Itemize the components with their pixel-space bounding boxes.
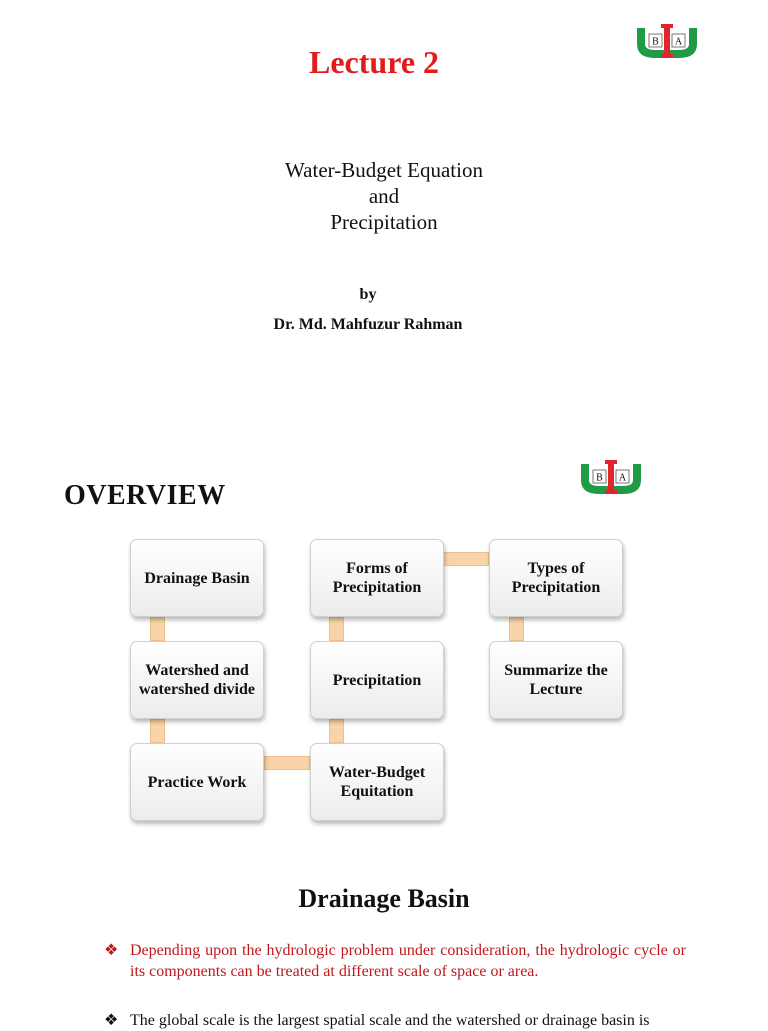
logo-letter-b: B bbox=[596, 472, 603, 484]
bullet-item bbox=[104, 940, 686, 982]
connector bbox=[150, 617, 165, 641]
overview-item-forms-of-precipitation: Forms of Precipitation bbox=[310, 539, 444, 617]
overview-item-watershed: Watershed and watershed divide bbox=[130, 641, 264, 719]
bullet-item bbox=[104, 1010, 686, 1031]
bullet-text: The global scale is the largest spatial scale and the watershed or drainage basin is bbox=[130, 1012, 650, 1029]
connector bbox=[329, 617, 344, 641]
lecture-title: Lecture 2 bbox=[308, 44, 440, 80]
logo-letter-a: A bbox=[618, 472, 627, 484]
diamond-bullet-icon: ❖ bbox=[104, 942, 119, 959]
author-name: Dr. Md. Mahfuzur Rahman bbox=[273, 316, 463, 333]
logo-letter-a: A bbox=[674, 36, 683, 48]
subtitle-line-1: Water-Budget Equation bbox=[285, 158, 483, 182]
overview-item-precipitation: Precipitation bbox=[310, 641, 444, 719]
institution-logo-overview bbox=[576, 456, 646, 500]
connector bbox=[329, 719, 344, 743]
connector bbox=[150, 719, 165, 743]
overview-item-types-of-precipitation: Types of Precipitation bbox=[489, 539, 623, 617]
overview-heading: OVERVIEW bbox=[64, 480, 226, 511]
overview-item-drainage-basin: Drainage Basin bbox=[130, 539, 264, 617]
logo-letter-b: B bbox=[652, 36, 659, 48]
overview-item-water-budget: Water-Budget Equitation bbox=[310, 743, 444, 821]
bullet-text: Depending upon the hydrologic problem under consideration, the hydrologic cycle or its components can be treated at different scale of space or area. bbox=[130, 942, 686, 980]
overview-item-practice-work: Practice Work bbox=[130, 743, 264, 821]
institution-logo bbox=[635, 20, 699, 64]
connector bbox=[443, 552, 489, 566]
diamond-bullet-icon: ❖ bbox=[104, 1012, 119, 1029]
connector bbox=[509, 617, 524, 641]
by-label: by bbox=[359, 286, 377, 303]
overview-item-summarize: Summarize the Lecture bbox=[489, 641, 623, 719]
subtitle-line-3: Precipitation bbox=[330, 210, 438, 234]
section-heading: Drainage Basin bbox=[298, 884, 470, 913]
subtitle-line-2: and bbox=[368, 184, 400, 208]
connector bbox=[264, 756, 310, 770]
